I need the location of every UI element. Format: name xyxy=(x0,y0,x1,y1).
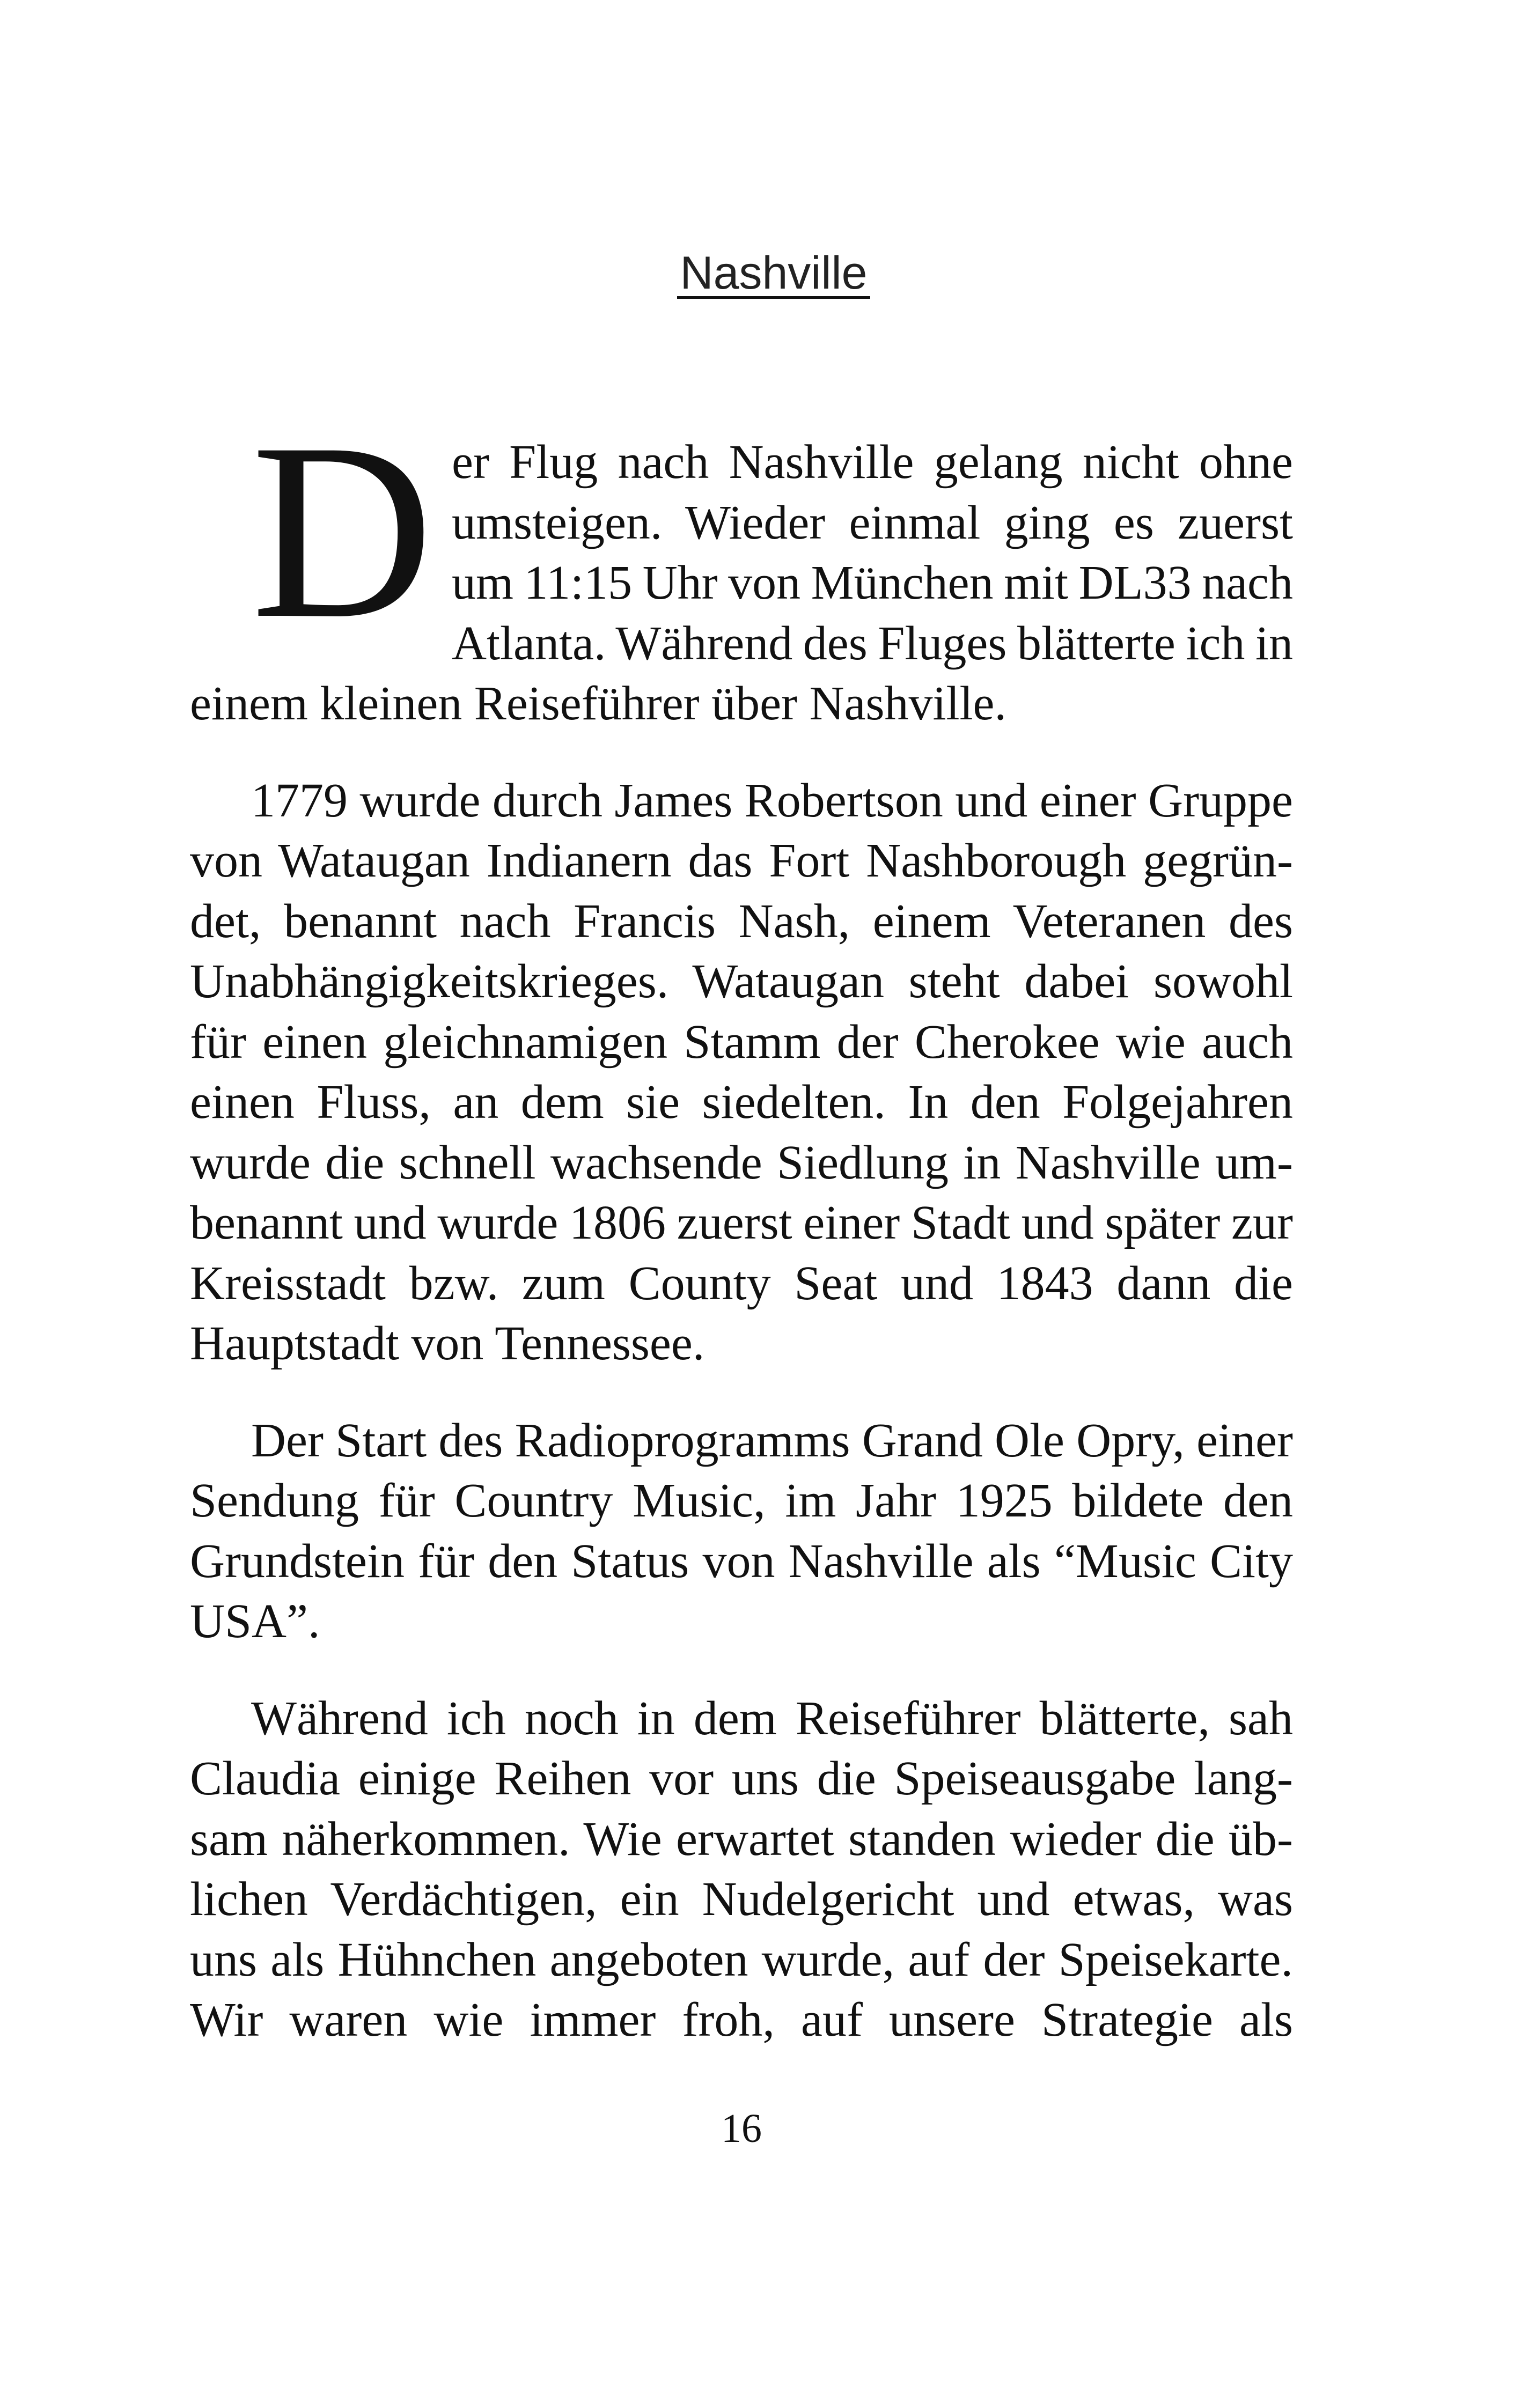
text-line: Atlanta. Während des Fluges blätterte ich in xyxy=(452,616,1293,670)
text-line: Claudia einige Reihen vor uns die Speiseausgabe lang- xyxy=(190,1752,1293,1805)
text-line: Hauptstadt von Tennessee. xyxy=(190,1317,705,1370)
chapter-title: Nashville xyxy=(677,250,870,299)
text-line: uns als Hühnchen angeboten wurde, auf der Speisekarte. xyxy=(190,1933,1293,1986)
text-line: Kreisstadt bzw. zum County Seat und 1843 dann die xyxy=(190,1256,1293,1310)
text-line: Grundstein für den Status von Nashville als “Music City xyxy=(190,1534,1293,1588)
page-number: 16 xyxy=(721,2106,762,2151)
text-line: Unabhängigkeitskrieges. Wataugan steht dabei sowohl xyxy=(190,955,1293,1008)
text-line: benannt und wurde 1806 zuerst einer Stadt und später zur xyxy=(190,1196,1293,1249)
text-line: Der Start des Radioprogramms Grand Ole Opry, einer xyxy=(251,1413,1293,1467)
paragraph xyxy=(190,432,1293,734)
text-line: einem kleinen Reiseführer über Nashville. xyxy=(190,677,1006,730)
text-line: USA”. xyxy=(190,1595,320,1648)
text-line: für einen gleichnamigen Stamm der Cherokee wie auch xyxy=(190,1015,1293,1069)
text-line: umsteigen. Wieder einmal ging es zuerst xyxy=(452,496,1293,549)
text-line: einen Fluss, an dem sie siedelten. In den Folgejahren xyxy=(190,1076,1293,1129)
paragraph xyxy=(190,1411,1293,1652)
text-line: Während ich noch in dem Reiseführer blätterte, sah xyxy=(251,1691,1293,1745)
text-line: det, benannt nach Francis Nash, einem Veteranen des xyxy=(190,894,1293,948)
paragraph xyxy=(190,771,1293,1374)
paragraph xyxy=(190,1689,1293,2051)
text-line: von Wataugan Indianern das Fort Nashborough gegrün- xyxy=(190,834,1293,887)
text-line: sam näherkommen. Wie erwartet standen wieder die üb- xyxy=(190,1812,1293,1866)
text-line: lichen Verdächtigen, ein Nudelgericht und etwas, was xyxy=(190,1873,1293,1926)
text-line: Sendung für Country Music, im Jahr 1925 bildete den xyxy=(190,1474,1293,1527)
text-line: er Flug nach Nashville gelang nicht ohne xyxy=(452,436,1293,489)
text-line: wurde die schnell wachsende Siedlung in Nashville um- xyxy=(190,1136,1293,1189)
body-text xyxy=(190,432,1293,2051)
text-line: um 11:15 Uhr von München mit DL33 nach xyxy=(452,556,1293,609)
drop-cap: D xyxy=(251,391,434,671)
text-line: Wir waren wie immer froh, auf unsere Strategie als xyxy=(190,1993,1293,2046)
text-line: 1779 wurde durch James Robertson und einer Gruppe xyxy=(251,774,1293,827)
